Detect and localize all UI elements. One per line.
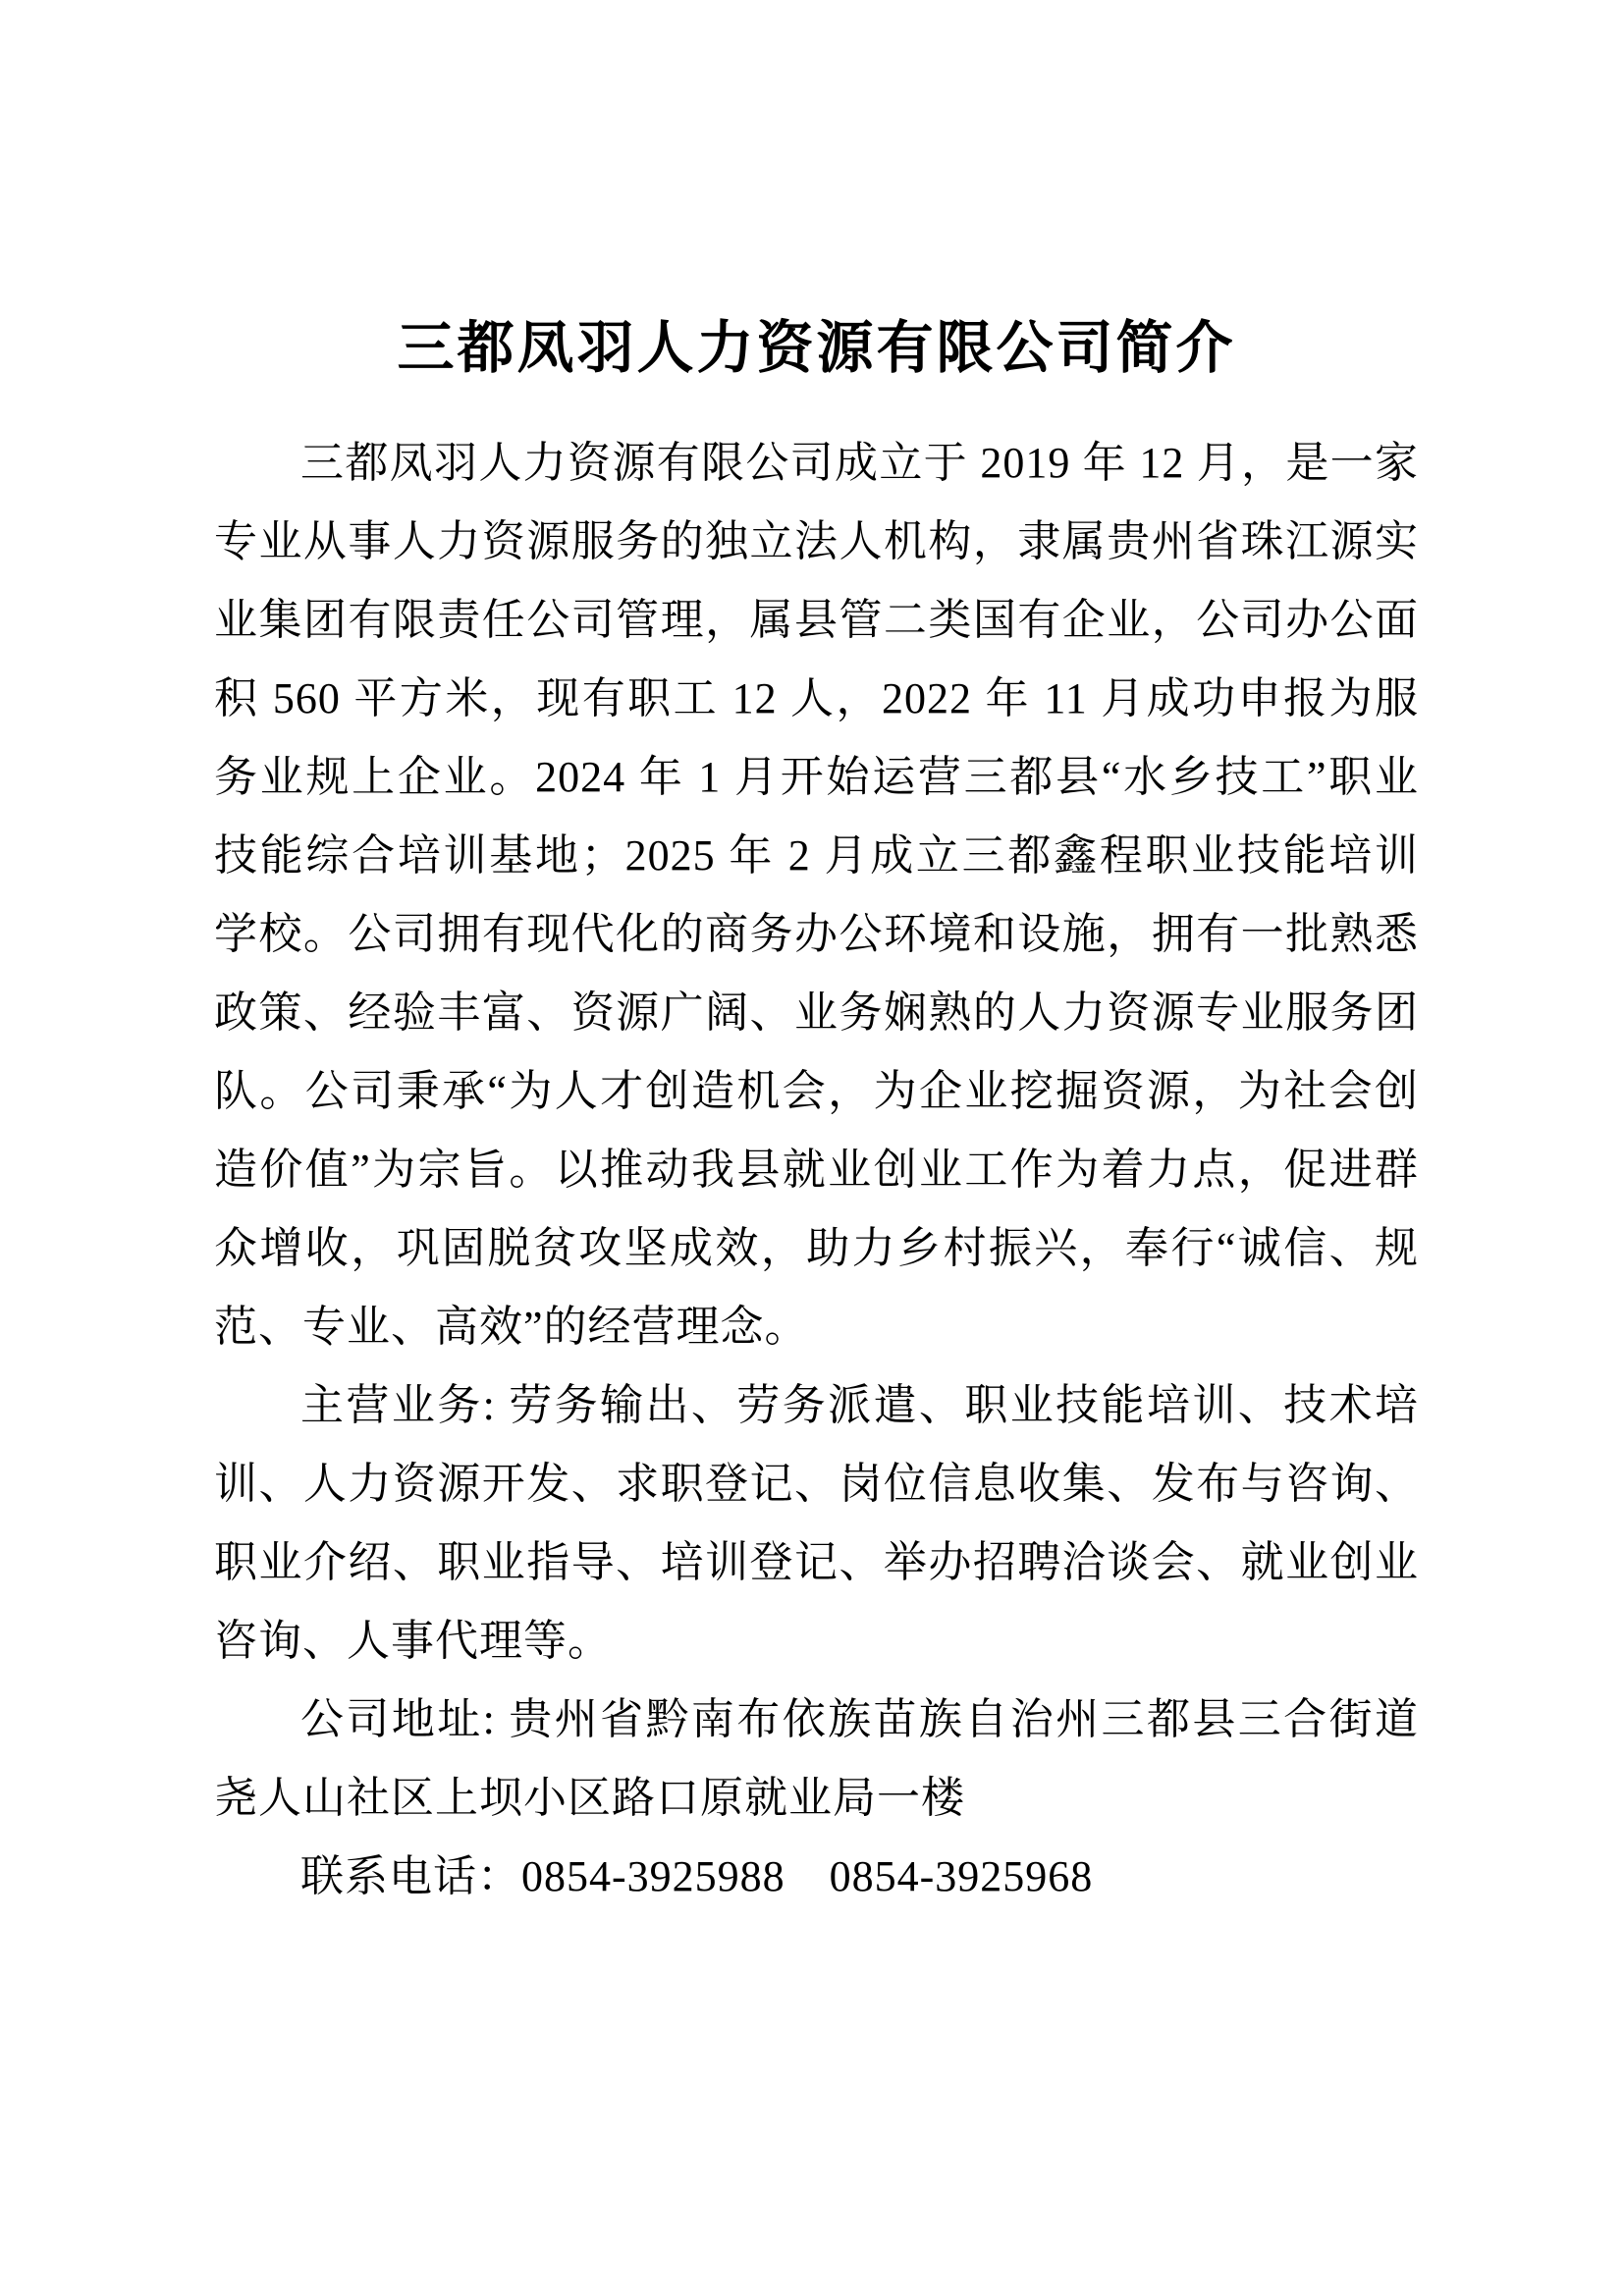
- paragraph-company-address: 公司地址: 贵州省黔南布依族苗族自治州三都县三合街道尧人山社区上坝小区路口原就业局一楼: [214, 1695, 1419, 1822]
- document-title: 三都凤羽人力资源有限公司简介: [397, 316, 1236, 380]
- paragraph-contact-phone: 联系电话：0854-3925988 0854-3925968: [300, 1852, 1094, 1900]
- paragraph-company-intro: 三都凤羽人力资源有限公司成立于 2019 年 12 月，是一家专业从事人力资源服务的独立法人机构，隶属贵州省珠江源实业集团有限责任公司管理，属县管二类国有企业，公司办公面积 560 平方米，现有职工 12 人，2022 年 11 月成功申报为服务业规上企业。2024 年 1 月开始运营三都县“水乡技工”职业技能综合培训基地；2025 年 2 月成立三都鑫程职业技能培训学校。公司拥有现代化的商务办公环境和设施，拥有一批熟悉政策、经验丰富、资源广阔、业务娴熟的人力资源专业服务团队。公司秉承“为人才创造机会，为企业挖掘资源，为社会创造价值”为宗旨。以推动我县就业创业工作为着力点，促进群众增收，巩固脱贫攻坚成效，助力乡村振兴，奉行“诚信、规范、专业、高效”的经营理念。: [214, 439, 1419, 1351]
- document-body: [214, 424, 1419, 1916]
- paragraph-main-business: 主营业务: 劳务输出、劳务派遣、职业技能培训、技术培训、人力资源开发、求职登记、岗位信息收集、发布与咨询、职业介绍、职业指导、培训登记、举办招聘洽谈会、就业创业咨询、人事代理等。: [214, 1381, 1419, 1665]
